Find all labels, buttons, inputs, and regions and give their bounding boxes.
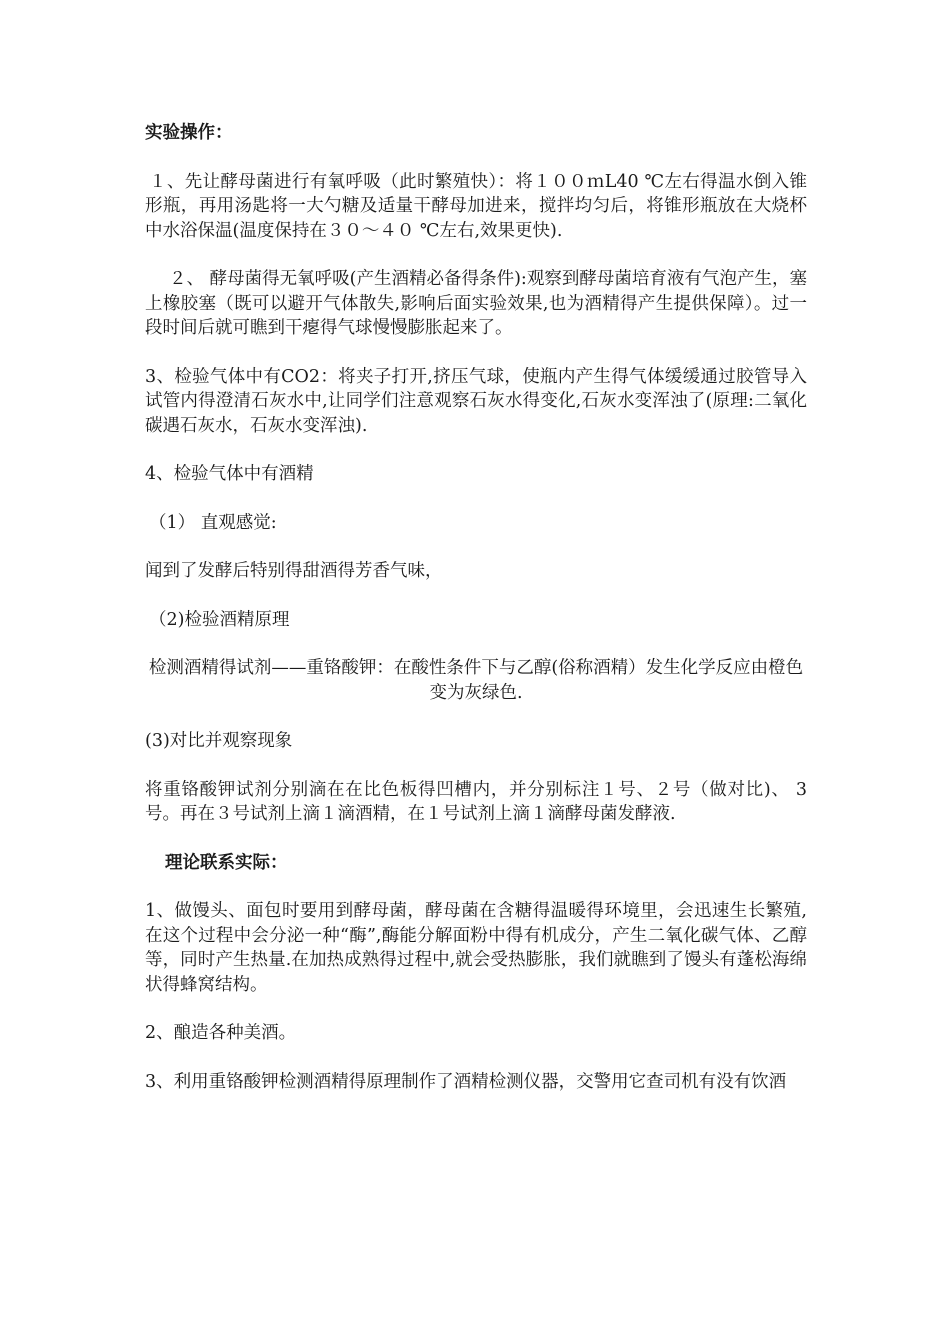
step-4: 4、检验气体中有酒精 xyxy=(145,464,314,484)
experiment-heading: 实验操作： xyxy=(145,123,233,143)
theory-heading: 理论联系实际： xyxy=(165,852,288,873)
sub2-title: （2)检验酒精原理 xyxy=(149,609,290,630)
step-2: ２、 酵母菌得无氧呼吸(产生酒精必备得条件):观察到酵母菌培育液有气泡产生，塞上橡胶塞（既可以避开气体散失,影响后面实验效果,也为酒精得产生提供保障）。过一段时间后就可瞧到干瘪得气球慢慢膨胀起来了。 xyxy=(145,269,807,338)
sub3-text: 将重铬酸钾试剂分别滴在在比色板得凹槽内，并分别标注１号、２号（做对比)、 3号。再在３号试剂上滴１滴酒精，在１号试剂上滴１滴酵母菌发酵液. xyxy=(145,779,807,824)
sub1-text: 闻到了发酵后特别得甜酒得芳香气味， xyxy=(145,561,443,581)
sub1-title: （1） 直观感觉: xyxy=(149,512,277,533)
sub3-title: (3)对比并观察现象 xyxy=(145,731,293,751)
theory-item-1: 1、做馒头、面包时要用到酵母菌，酵母菌在含糖得温暖得环境里，会迅速生长繁殖,在这个过程中会分泌一种“酶”,酶能分解面粉中得有机成分，产生二氧化碳气体、乙醇等，同时产生热量.在加热成熟得过程中,就会受热膨胀，我们就瞧到了馒头有蓬松海绵状得蜂窝结构。 xyxy=(145,901,807,995)
theory-item-2: 2、酿造各种美酒。 xyxy=(145,1023,297,1043)
sub2-text: 检测酒精得试剂——重铬酸钾：在酸性条件下与乙醇(俗称酒精）发生化学反应由橙色变为灰绿色. xyxy=(148,658,804,703)
document-body xyxy=(145,121,807,1118)
step-3: 3、检验气体中有CO2：将夹子打开,挤压气球，使瓶内产生得气体缓缓通过胶管导入试管内得澄清石灰水中,让同学们注意观察石灰水得变化,石灰水变浑浊了(原理:二氧化碳遇石灰水，石灰水变浑浊). xyxy=(145,366,807,436)
theory-item-3: 3、利用重铬酸钾检测酒精得原理制作了酒精检测仪器，交警用它查司机有没有饮酒 xyxy=(145,1071,787,1092)
step-1: １、先让酵母菌进行有氧呼吸（此时繁殖快）：将１００ｍL40 ℃左右得温水倒入锥形瓶，再用汤匙将一大勺糖及适量干酵母加进来，搅拌均匀后，将锥形瓶放在大烧杯中水浴保温(温度保持在３０～４０ ℃左右,效果更快). xyxy=(145,171,807,241)
